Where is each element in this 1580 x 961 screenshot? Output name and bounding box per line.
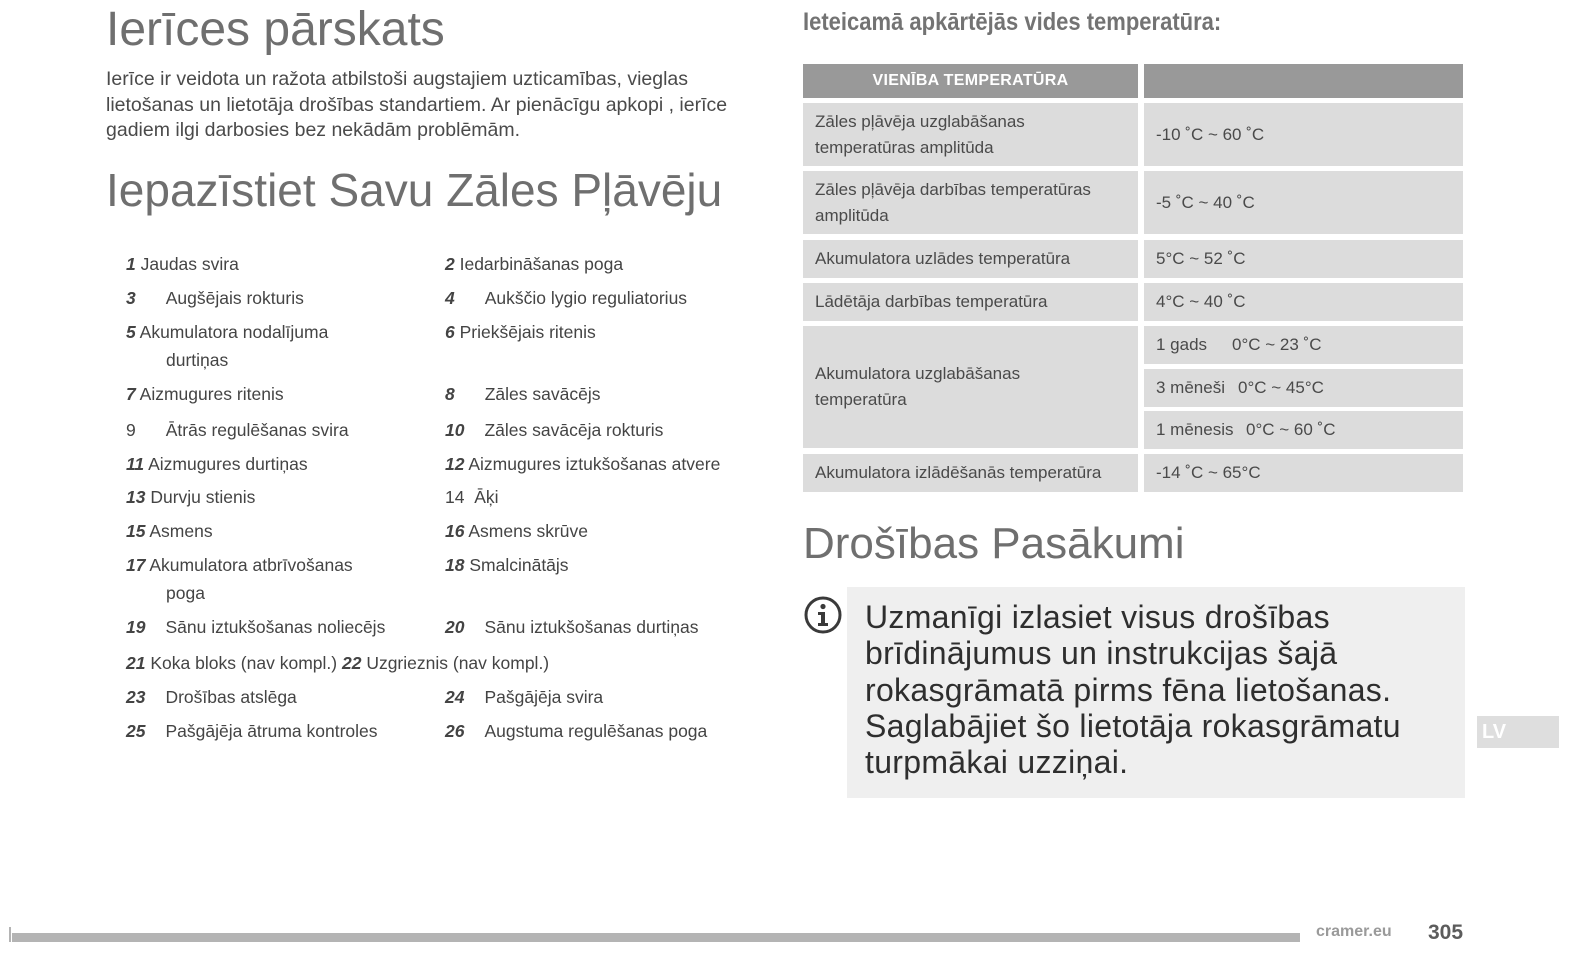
row-value-text: 5°C ~ 52 ˚C [1156, 249, 1246, 268]
part-number: 1 [126, 254, 136, 274]
row-label-text: Akumulatora uzlādes temperatūra [815, 249, 1071, 268]
part-number: 14 [445, 487, 465, 507]
part-label: Pašgājēja ātruma kontroles [165, 721, 378, 741]
part-number: 16 [445, 521, 465, 541]
list-item [126, 720, 378, 742]
part-label: Sānu iztukšošanas durtiņas [484, 617, 699, 637]
part-number: 6 [445, 322, 455, 342]
row-label-text: Akumulatora uzglabāšanas temperatūra [815, 364, 1021, 409]
part-label: Augstuma regulēšanas poga [484, 721, 708, 741]
row-value-text: -10 ˚C ~ 60 ˚C [1156, 124, 1265, 144]
list-item [126, 486, 255, 508]
list-item [126, 554, 353, 603]
part-number: 24 [445, 687, 465, 707]
list-item [445, 616, 699, 638]
part-label: Akumulatora nodalījuma [139, 322, 329, 342]
table-row-value [1144, 369, 1463, 407]
list-item [126, 253, 239, 275]
part-label-cont: durtiņas [166, 350, 229, 370]
row-label-text: Zāles pļāvēja uzglabāšanas temperatūras amplitūda [815, 111, 1025, 157]
part-label: Aizmugures durtiņas [148, 454, 308, 474]
table-row-value [1144, 240, 1463, 278]
part-label: Jaudas svira [140, 254, 239, 274]
storage-range: 0°C ~ 60 ˚C [1246, 420, 1336, 439]
part-number: 4 [445, 288, 455, 308]
footer-bar [12, 933, 1300, 942]
list-item [445, 520, 588, 542]
part-number: 25 [126, 721, 146, 741]
row-label-text: Lādētāja darbības temperatūra [815, 292, 1048, 311]
row-label-text: Akumulatora izlādēšanās temperatūra [815, 463, 1102, 482]
table-row-value [1144, 411, 1463, 449]
part-number: 23 [126, 687, 146, 707]
list-item [126, 419, 349, 441]
part-label-cont: poga [166, 583, 205, 603]
table-row-label [803, 283, 1138, 321]
list-item [445, 554, 569, 576]
part-number: 22 [341, 653, 362, 673]
list-item [445, 321, 596, 343]
part-label: Asmens [149, 521, 213, 541]
storage-period: 1 mēnesis [1156, 420, 1234, 439]
part-number: 20 [445, 617, 465, 637]
table-row-value [1144, 454, 1463, 492]
part-label: Koka bloks (nav kompl.) [150, 653, 338, 673]
storage-period: 1 gads [1156, 335, 1208, 354]
table-row-label [803, 454, 1138, 492]
part-number: 12 [445, 454, 465, 474]
part-label: Zāles savācēja rokturis [484, 420, 664, 440]
table-row-label [803, 326, 1138, 448]
list-item [445, 486, 499, 508]
part-label: Drošības atslēga [165, 687, 297, 707]
row-value-text: -14 ˚C ~ 65°C [1156, 463, 1261, 482]
part-number: 18 [445, 555, 465, 575]
table-row-label [803, 103, 1138, 166]
table-row-value [1144, 283, 1463, 321]
part-number: 15 [126, 521, 146, 541]
part-number: 26 [445, 721, 465, 741]
table-row-value [1144, 326, 1463, 364]
part-number: 8 [445, 384, 455, 404]
safety-note: Uzmanīgi izlasiet visus drošības brīdinājumus un instrukcijas šajā rokasgrāmatā pirms fēna lietošanas. Saglabājiet šo lietotāja rokasgrāmatu turpmākai uzziņai. [865, 599, 1401, 781]
part-label: Uzgrieznis (nav kompl.) [366, 653, 550, 673]
list-item [445, 453, 720, 475]
part-number: 17 [126, 555, 146, 575]
info-icon [803, 595, 843, 635]
storage-range: 0°C ~ 23 ˚C [1232, 335, 1322, 354]
list-item [126, 616, 385, 638]
part-label: Sānu iztukšošanas noliecējs [165, 617, 386, 637]
list-item [445, 686, 603, 708]
part-label: Asmens skrūve [468, 521, 588, 541]
part-number: 2 [445, 254, 455, 274]
row-value-text: -5 ˚C ~ 40 ˚C [1156, 192, 1255, 212]
table-row-label [803, 240, 1138, 278]
list-item [445, 383, 600, 405]
part-number: 19 [126, 617, 146, 637]
list-item [126, 321, 329, 370]
part-label: Āķi [474, 487, 499, 507]
part-label: Durvju stienis [150, 487, 256, 507]
parts-title: Iepazīstiet Savu Zāles Pļāvēju [106, 164, 723, 216]
table-row-value [1144, 171, 1463, 234]
list-item [126, 287, 304, 309]
list-item [126, 383, 284, 405]
list-item [126, 652, 549, 674]
part-number: 9 [126, 420, 136, 440]
table-row-label [803, 171, 1138, 234]
footer-site: cramer.eu [1316, 923, 1392, 940]
list-item [445, 253, 623, 275]
part-label: Smalcinātājs [469, 555, 569, 575]
storage-period: 3 mēneši [1156, 378, 1225, 397]
list-item [126, 686, 297, 708]
overview-intro: Ierīce ir veidota un ražota atbilstoši augstajiem uzticamības, vieglas lietošanas un lietotāja drošības standartiem. Ar pienācīgu apkopi , ierīce gadiem ilgi darbosies bez nekādām problēmām. [106, 68, 728, 141]
storage-range: 0°C ~ 45°C [1238, 378, 1324, 397]
list-item [445, 419, 663, 441]
table-header-empty [1144, 64, 1463, 98]
part-label: Pašgājēja svira [484, 687, 604, 707]
footer-tick [9, 927, 11, 942]
part-number: 7 [126, 384, 136, 404]
part-label: Zāles savācējs [484, 384, 601, 404]
part-label: Ātrās regulēšanas svira [165, 420, 349, 440]
part-number: 10 [445, 420, 465, 440]
part-number: 5 [126, 322, 136, 342]
part-label: Iedarbināšanas poga [459, 254, 624, 274]
part-label: Aizmugures ritenis [139, 384, 284, 404]
part-number: 21 [126, 653, 146, 673]
part-label: Aizmugures iztukšošanas atvere [468, 454, 721, 474]
list-item [445, 287, 687, 309]
part-label: Priekšējais ritenis [459, 322, 596, 342]
row-value-text: 4°C ~ 40 ˚C [1156, 292, 1246, 311]
page-number: 305 [1428, 921, 1464, 944]
part-label: Augšējais rokturis [165, 288, 304, 308]
list-item [126, 520, 213, 542]
row-label-text: Zāles pļāvēja darbības temperatūras amplitūda [815, 179, 1091, 225]
part-label: Akumulatora atbrīvošanas [149, 555, 353, 575]
safety-title: Drošības Pasākumi [803, 519, 1185, 568]
overview-title: Ierīces pārskats [106, 3, 445, 56]
part-label: Aukščio lygio reguliatorius [484, 288, 688, 308]
part-number: 13 [126, 487, 146, 507]
language-tab: LV [1477, 716, 1559, 748]
part-number: 3 [126, 288, 136, 308]
list-item [445, 720, 707, 742]
part-number: 11 [126, 454, 145, 474]
table-row-value [1144, 103, 1463, 166]
table-header: VIENĪBA TEMPERATŪRA [803, 64, 1138, 98]
list-item [126, 453, 308, 475]
temperature-title: Ieteicamā apkārtējās vides temperatūra: [803, 8, 1222, 36]
